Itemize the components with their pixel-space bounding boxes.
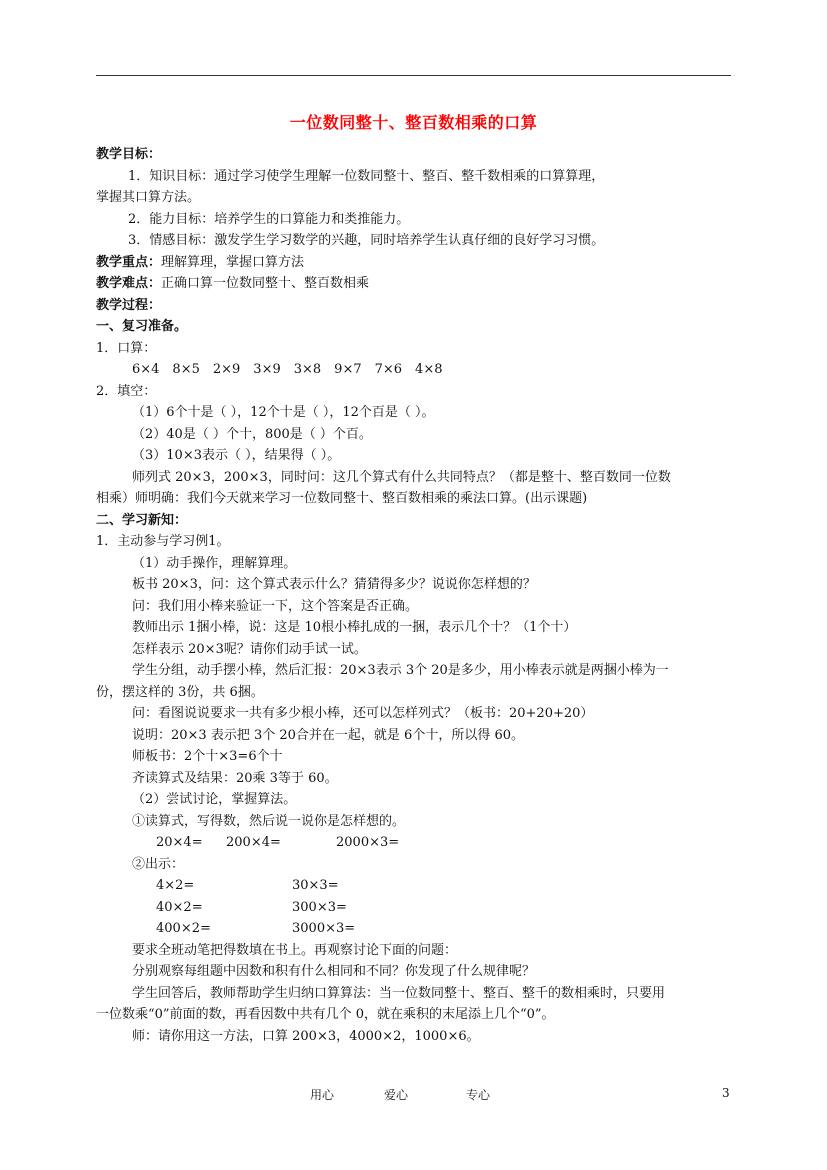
step-7-line-1: 学生分组，动手摆小棒，然后汇报：20×3表示 3个 20是多少，用小棒表示就是两捆小棒为一 [132, 663, 669, 678]
step-11: 齐读算式及结果：20乘 3等于 60。 [132, 770, 338, 786]
teacher-question-line-1: 师列式 20×3，200×3，同时问：这几个算式有什么共同特点？（都是整十、整百数同一位数 [132, 469, 671, 485]
fill-label: 2．填空： [96, 383, 157, 399]
exercise-item: 300×3= [292, 899, 347, 915]
step-4: 问：我们用小棒来验证一下，这个答案是否正确。 [132, 598, 419, 614]
key-point [96, 252, 732, 274]
review-heading: 一、复习准备。 [96, 319, 188, 334]
document-title: 一位数同整十、整百数相乘的口算 [289, 113, 538, 132]
oral-label: 1．口算： [96, 340, 157, 356]
new-heading: 二、学习新知： [96, 512, 188, 528]
exercise-item: 400×2= [156, 921, 211, 936]
key-point-label: 教学重点： [96, 254, 162, 270]
step-17-line-1: 学生回答后，教师帮助学生归纳口算算法：当一位数同整十、整百、整千的数相乘时，只要用 [132, 985, 666, 1001]
exercise-grid-row [96, 918, 732, 940]
teacher-question-line-2: 相乘）师明确：我们今天就来学习一位数同整十、整百数相乘的乘法口算。(出示课题) [96, 491, 588, 506]
exercise-item: 2000×3= [336, 835, 400, 850]
step-16: 分别观察每组题中因数和积有什么相同和不同？你发现了什么规律呢？ [132, 964, 536, 979]
oral-items: 6×4 8×5 2×9 3×9 3×8 9×7 7×6 4×8 [132, 362, 443, 377]
page-number: 3 [722, 1086, 730, 1100]
step-7-line-2: 份，摆这样的 3份，共 6捆。 [96, 684, 264, 700]
step-5: 教师出示 1捆小棒，说：这是 10根小棒扎成的一捆，表示几个十？（1个十） [132, 620, 577, 635]
difficulty-label: 教学难点： [96, 276, 162, 291]
key-point-text: 理解算理，掌握口算方法 [161, 254, 305, 270]
step-10: 师板书：2个十×3=6个十 [132, 749, 283, 764]
step-18: 师：请你用这一方法，口算 200×3，4000×2，1000×6。 [132, 1028, 480, 1044]
exercise-item: 4×2= [156, 878, 195, 893]
process-heading: 教学过程： [96, 297, 162, 313]
step-8: 问：看图说说要求一共有多少根小棒，还可以怎样列式？（板书：20+20+20） [132, 706, 594, 721]
exercise-grid-row [96, 875, 732, 897]
step-14: ②出示： [132, 856, 185, 872]
exercise-item: 30×3= [292, 878, 339, 893]
difficulty-text: 正确口算一位数同整十、整百数相乘 [161, 276, 370, 291]
exercise-item: 20×4= [156, 835, 203, 850]
step-12: （2）尝试讨论，掌握算法。 [132, 792, 297, 807]
footer-left: 用心 [310, 1088, 335, 1102]
step-1: 1．主动参与学习例1。 [96, 534, 230, 549]
fill-item-3: （3）10×3表示（ ），结果得（ ）。 [132, 448, 341, 463]
footer-right: 专心 [466, 1088, 491, 1102]
step-2: （1）动手操作，理解算理。 [132, 555, 297, 571]
step-3: 板书 20×3，问：这个算式表示什么？猜猜得多少？说说你怎样想的？ [132, 577, 536, 592]
exercise-row-1 [96, 832, 732, 854]
fill-item-1: （1）6个十是（ ），12个十是（ ），12个百是（ ）。 [132, 405, 435, 420]
goals-heading: 教学目标： [96, 147, 162, 162]
difficulty [96, 273, 732, 295]
exercise-item: 200×4= [226, 835, 281, 850]
document-body [96, 144, 732, 1047]
exercise-item: 40×2= [156, 899, 203, 915]
goal-emotion: 3．情感目标：激发学生学习数学的兴趣，同时培养学生认真仔细的良好学习习惯。 [128, 233, 605, 248]
goal-knowledge-line-1: 1．知识目标：通过学习使学生理解一位数同整十、整百、整千数相乘的口算算理， [128, 168, 605, 184]
exercise-grid-row [96, 897, 732, 919]
goal-ability: 2．能力目标：培养学生的口算能力和类推能力。 [128, 211, 410, 227]
step-17-line-2: 一位数乘“0”前面的数，再看因数中共有几个 0，就在乘积的末尾添上几个“0”。 [96, 1007, 555, 1022]
exercise-item: 3000×3= [292, 921, 356, 936]
step-15: 要求全班动笔把得数填在书上。再观察讨论下面的问题： [132, 942, 458, 958]
goal-knowledge-line-2: 掌握其口算方法。 [96, 190, 201, 205]
step-13: ①读算式，写得数，然后说一说你是怎样想的。 [132, 813, 406, 829]
footer-middle: 爱心 [384, 1088, 409, 1102]
fill-item-2: （2）40是（ ）个十，800是（ ）个百。 [132, 426, 372, 442]
step-9: 说明：20×3 表示把 3个 20合并在一起，就是 6个十，所以得 60。 [132, 727, 524, 743]
step-6: 怎样表示 20×3呢？请你们动手试一试。 [132, 641, 367, 657]
header-rule [96, 75, 731, 76]
